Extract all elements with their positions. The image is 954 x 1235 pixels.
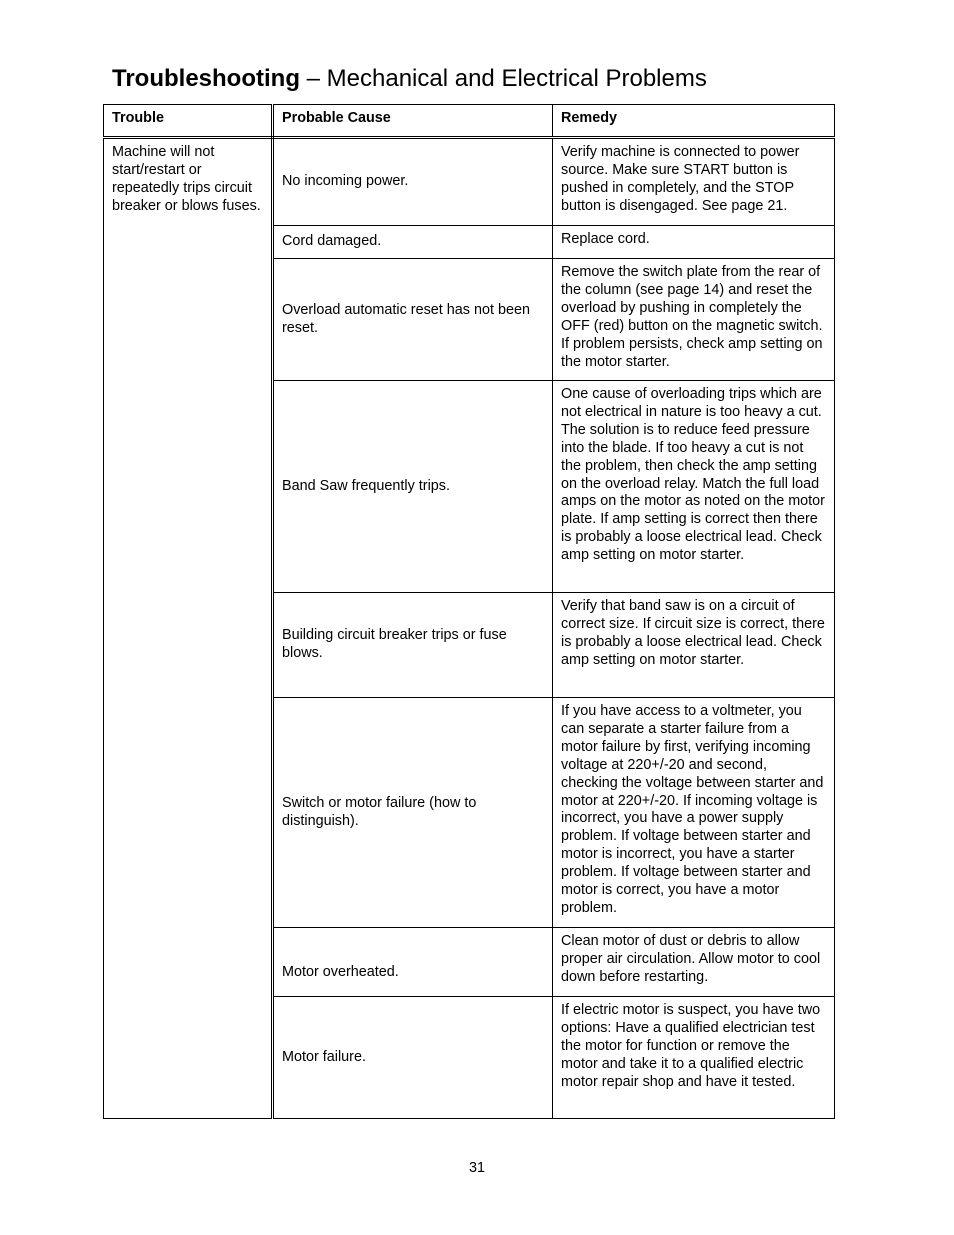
cause-cell: No incoming power. — [273, 138, 553, 226]
remedy-cell: Remove the switch plate from the rear of the column (see page 14) and reset the overload by pushing in completely the OFF (red) button on the magnetic switch. If problem persists, check amp setting on the motor starter. — [553, 259, 835, 381]
cause-cell: Switch or motor failure (how to distinguish). — [273, 698, 553, 928]
remedy-cell: Replace cord. — [553, 226, 835, 259]
table-header-row — [104, 105, 835, 138]
header-probable-cause: Probable Cause — [273, 105, 553, 138]
cause-cell: Motor overheated. — [273, 928, 553, 997]
cause-cell: Band Saw frequently trips. — [273, 381, 553, 593]
page-title-rest: – Mechanical and Electrical Problems — [299, 65, 707, 92]
remedy-cell: Clean motor of dust or debris to allow proper air circulation. Allow motor to cool down before restarting. — [553, 928, 835, 997]
page-number: 31 — [468, 1160, 485, 1176]
cause-cell: Motor failure. — [273, 997, 553, 1119]
cause-cell: Cord damaged. — [273, 226, 553, 259]
remedy-cell: If you have access to a voltmeter, you can separate a starter failure from a motor failure by first, verifying incoming voltage at 220+/-20 and second, checking the voltage between starter and motor at 220+/-20. If incoming voltage is incorrect, you have a power supply problem. If voltage between starter and motor is incorrect, you have a starter problem. If voltage between starter and motor is correct, you have a motor problem. — [553, 698, 835, 928]
header-remedy: Remedy — [553, 105, 835, 138]
remedy-cell: Verify that band saw is on a circuit of correct size. If circuit size is correct, there is probably a loose electrical lead. Check amp setting on motor starter. — [553, 593, 835, 698]
troubleshooting-table — [103, 104, 835, 1119]
remedy-cell: Verify machine is connected to power source. Make sure START button is pushed in completely, and the STOP button is disengaged. See page 21. — [553, 138, 835, 226]
remedy-cell: If electric motor is suspect, you have two options: Have a qualified electrician test the motor for function or remove the motor and take it to a qualified electric motor repair shop and have it tested. — [553, 997, 835, 1119]
trouble-description: Machine will not start/restart or repeatedly trips circuit breaker or blows fuses. — [104, 138, 273, 1119]
remedy-cell: One cause of overloading trips which are not electrical in nature is too heavy a cut. The solution is to reduce feed pressure into the blade. If too heavy a cut is not the problem, then check the amp setting on the overload relay. Match the full load amps on the motor as noted on the motor plate. If amp setting is correct then there is probably a loose electrical lead. Check amp setting on motor starter. — [553, 381, 835, 593]
table-row — [104, 138, 835, 226]
cause-cell: Building circuit breaker trips or fuse blows. — [273, 593, 553, 698]
page-title-bold: Troubleshooting — [112, 65, 300, 92]
header-trouble: Trouble — [104, 105, 273, 138]
page-title — [112, 62, 707, 96]
cause-cell: Overload automatic reset has not been reset. — [273, 259, 553, 381]
